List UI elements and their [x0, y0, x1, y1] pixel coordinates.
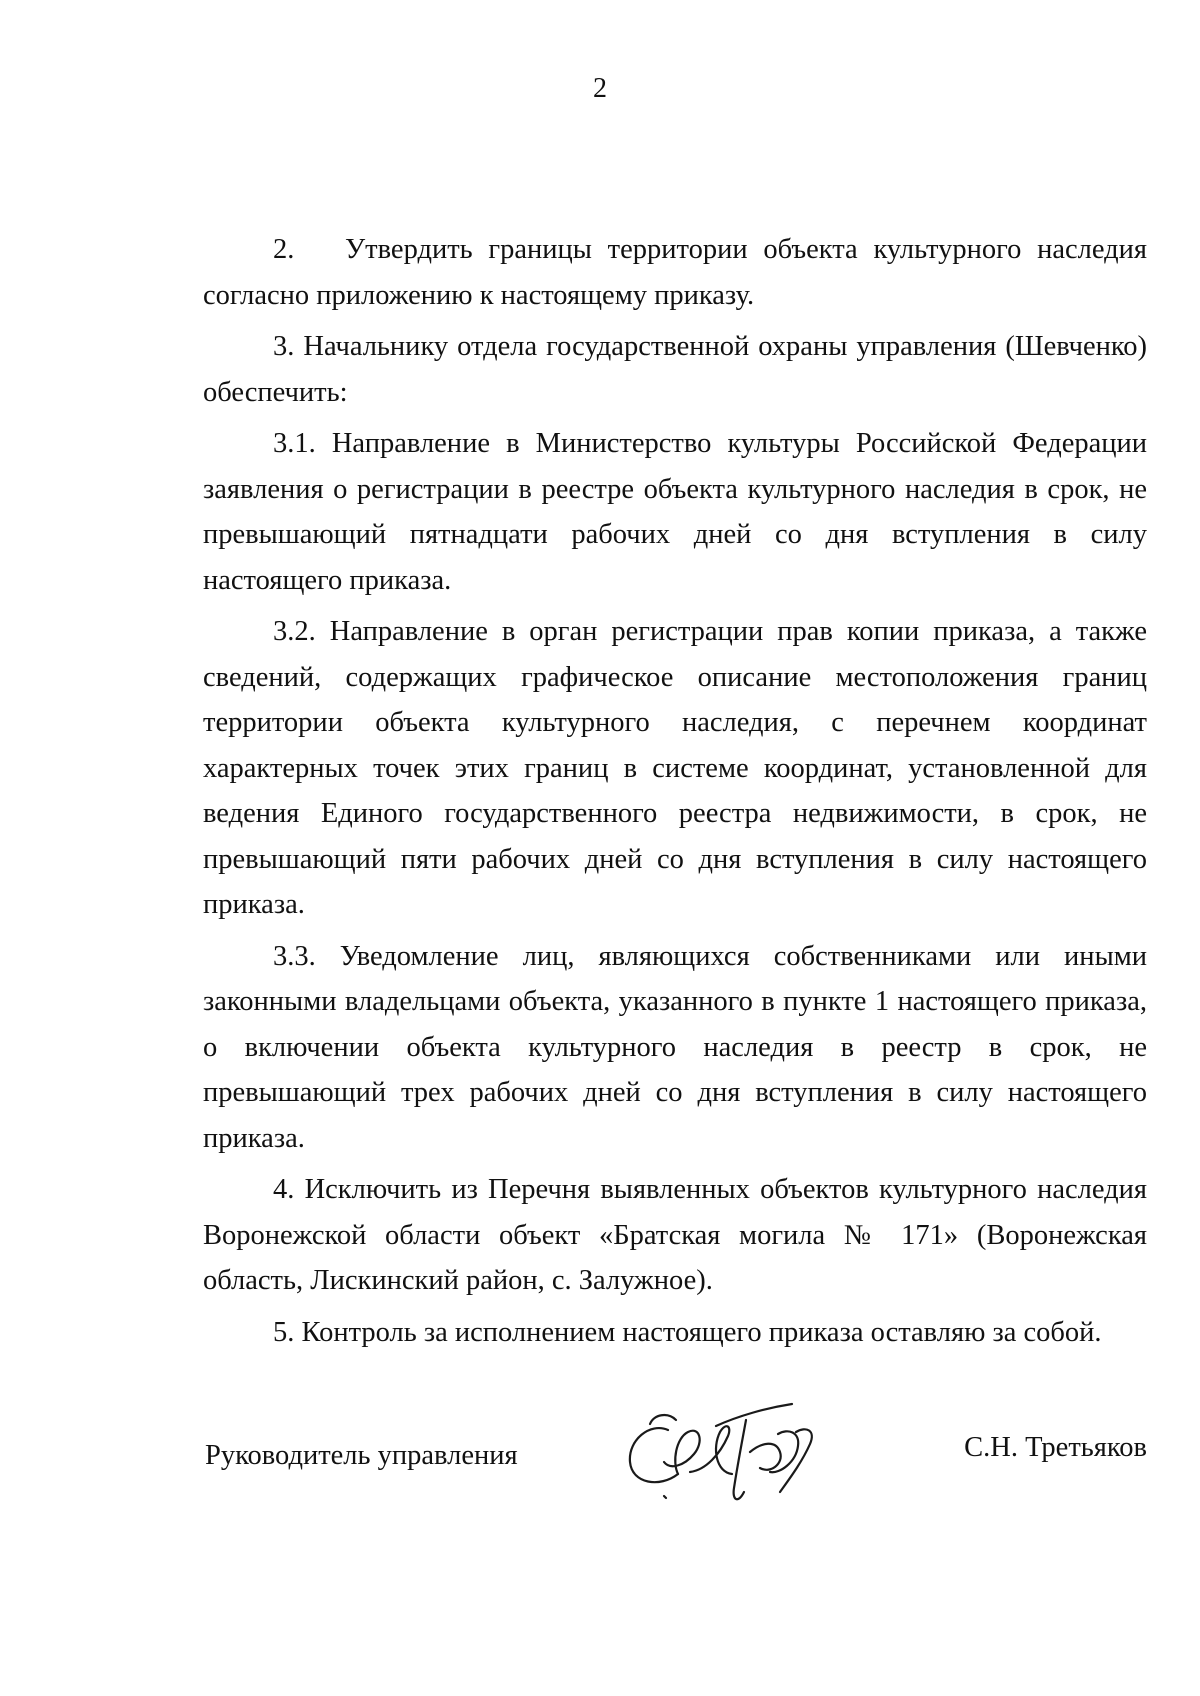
page-number: 2: [593, 73, 607, 104]
paragraph-3-3: 3.3. Уведомление лиц, являющихся собственниками или иными законными владельцами объекта, указанного в пункте 1 настоящего приказа, о включении объекта культурного наследия в реестр в срок, не превышающий трех рабочих дней со дня вступления в силу настоящего приказа.: [203, 940, 1147, 1154]
signer-title: Руководитель управления: [205, 1440, 518, 1471]
paragraph-text: Утвердить границы территории объекта культурного наследия согласно приложению к настоящему приказу.: [203, 234, 1147, 311]
paragraph-5: 5. Контроль за исполнением настоящего приказа оставляю за собой.: [273, 1316, 1102, 1348]
paragraph-3-2: 3.2. Направление в орган регистрации прав копии приказа, а также сведений, содержащих графическое описание местоположения границ территории объекта культурного наследия, с перечнем координат характерных точек этих границ в системе координат, установленной для ведения Единого государственного реестра недвижимости, в срок, не превышающий пяти рабочих дней со дня вступления в силу настоящего приказа.: [203, 616, 1147, 920]
document-body: [203, 227, 1147, 1361]
paragraph-number: 2.: [273, 234, 295, 265]
paragraph-3: 3. Начальнику отдела государственной охраны управления (Шевченко) обеспечить:: [203, 331, 1147, 408]
handwritten-signature: [620, 1392, 830, 1512]
signer-name: С.Н. Третьяков: [964, 1432, 1147, 1463]
paragraph-2: [203, 227, 1147, 318]
paragraph-4: 4. Исключить из Перечня выявленных объектов культурного наследия Воронежской области объект «Братская могила № 171» (Воронежская область, Лискинский район, с. Залужное).: [203, 1174, 1147, 1296]
paragraph-3-1: 3.1. Направление в Министерство культуры Российской Федерации заявления о регистрации в реестре объекта культурного наследия в срок, не превышающий пятнадцати рабочих дней со дня вступления в силу настоящего приказа.: [203, 428, 1147, 596]
